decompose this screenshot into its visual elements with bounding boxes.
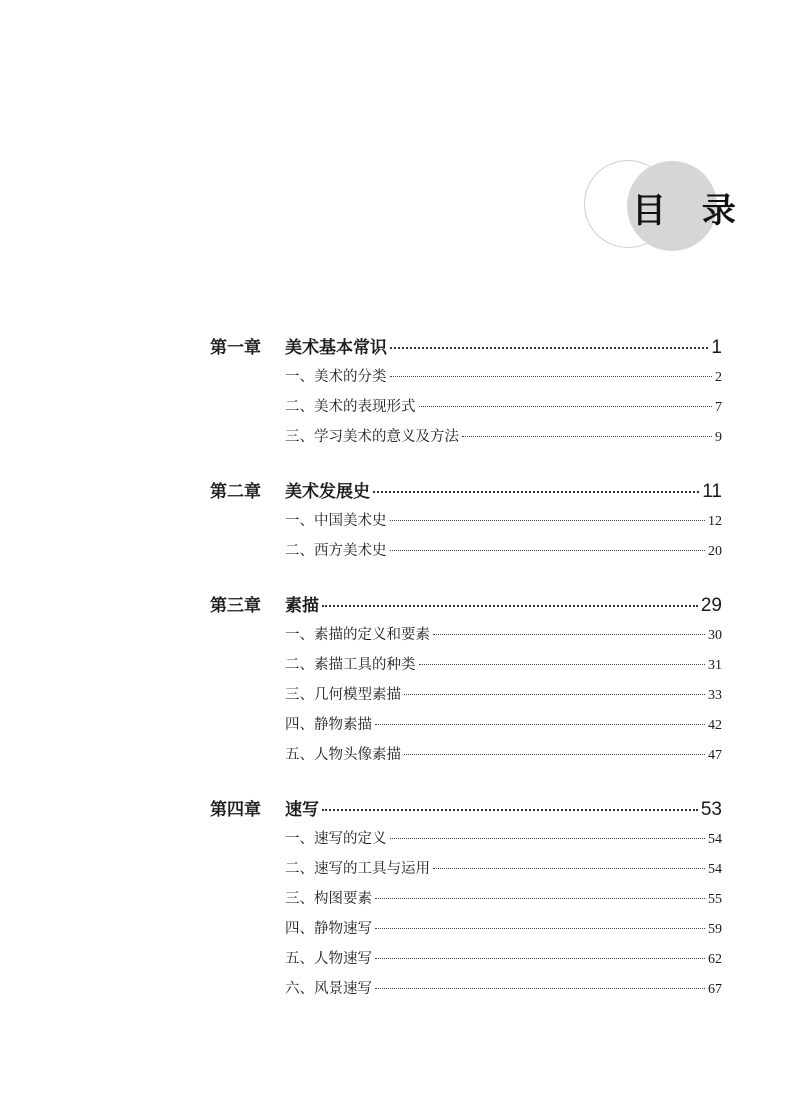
chapter-title: 美术发展史: [285, 482, 370, 502]
section-title: 二、西方美术史: [285, 543, 387, 559]
section-entry[interactable]: [285, 365, 722, 395]
section-page-number: 62: [708, 952, 722, 967]
dot-leader: [404, 694, 705, 695]
dot-leader: [390, 347, 708, 349]
section-entry[interactable]: [285, 653, 722, 683]
section-entry[interactable]: [285, 683, 722, 713]
chapter-entry[interactable]: [210, 795, 722, 827]
chapter-page-number: 1: [711, 337, 722, 358]
section-entry[interactable]: [285, 917, 722, 947]
section-entry[interactable]: [285, 857, 722, 887]
section-title: 一、素描的定义和要素: [285, 627, 430, 643]
section-entry[interactable]: [285, 425, 722, 455]
dot-leader: [375, 928, 705, 929]
section-page-number: 47: [708, 748, 722, 763]
dot-leader: [390, 376, 713, 377]
dot-leader: [419, 664, 706, 665]
dot-leader: [373, 491, 699, 493]
chapter-block: [210, 477, 722, 569]
section-page-number: 59: [708, 922, 722, 937]
chapter-block: [210, 591, 722, 773]
dot-leader: [322, 809, 698, 811]
section-page-number: 20: [708, 544, 722, 559]
section-page-number: 31: [708, 658, 722, 673]
section-title: 一、美术的分类: [285, 369, 387, 385]
section-page-number: 12: [708, 514, 722, 529]
dot-leader: [375, 958, 705, 959]
section-title: 三、几何模型素描: [285, 687, 401, 703]
table-of-contents: [210, 333, 722, 1029]
section-entry[interactable]: [285, 947, 722, 977]
section-page-number: 30: [708, 628, 722, 643]
section-page-number: 9: [715, 430, 722, 445]
section-page-number: 7: [715, 400, 722, 415]
section-page-number: 54: [708, 832, 722, 847]
chapter-page-number: 29: [700, 595, 722, 616]
section-page-number: 33: [708, 688, 722, 703]
dot-leader: [390, 550, 706, 551]
chapter-number: 第三章: [210, 596, 261, 616]
dot-leader: [375, 898, 705, 899]
section-page-number: 42: [708, 718, 722, 733]
chapter-number: 第四章: [210, 800, 261, 820]
section-title: 六、风景速写: [285, 981, 372, 997]
section-title: 二、速写的工具与运用: [285, 861, 430, 877]
dot-leader: [419, 406, 713, 407]
chapter-block: [210, 795, 722, 1007]
chapter-title: 速写: [285, 800, 319, 820]
section-page-number: 2: [715, 370, 722, 385]
chapter-entry[interactable]: [210, 477, 722, 509]
section-entry[interactable]: [285, 713, 722, 743]
section-title: 一、速写的定义: [285, 831, 387, 847]
section-entry[interactable]: [285, 395, 722, 425]
section-page-number: 67: [708, 982, 722, 997]
dot-leader: [322, 605, 698, 607]
section-title: 一、中国美术史: [285, 513, 387, 529]
section-entry[interactable]: [285, 623, 722, 653]
section-title: 四、静物速写: [285, 921, 372, 937]
section-entry[interactable]: [285, 509, 722, 539]
dot-leader: [462, 436, 712, 437]
section-title: 二、美术的表现形式: [285, 399, 416, 415]
dot-leader: [390, 838, 706, 839]
section-page-number: 54: [708, 862, 722, 877]
chapter-page-number: 53: [700, 799, 722, 820]
dot-leader: [433, 868, 705, 869]
section-entry[interactable]: [285, 743, 722, 773]
dot-leader: [390, 520, 706, 521]
chapter-title: 美术基本常识: [285, 338, 387, 358]
section-title: 四、静物素描: [285, 717, 372, 733]
dot-leader: [375, 988, 705, 989]
section-page-number: 55: [708, 892, 722, 907]
dot-leader: [375, 724, 705, 725]
chapter-number: 第一章: [210, 338, 261, 358]
section-title: 二、素描工具的种类: [285, 657, 416, 673]
section-title: 五、人物头像素描: [285, 747, 401, 763]
section-title: 三、学习美术的意义及方法: [285, 429, 459, 445]
section-entry[interactable]: [285, 887, 722, 917]
chapter-entry[interactable]: [210, 333, 722, 365]
section-entry[interactable]: [285, 977, 722, 1007]
page-title: 目 录: [632, 191, 748, 231]
section-entry[interactable]: [285, 827, 722, 857]
toc-title-block: [580, 155, 748, 255]
chapter-number: 第二章: [210, 482, 261, 502]
chapter-title: 素描: [285, 596, 319, 616]
dot-leader: [433, 634, 705, 635]
section-entry[interactable]: [285, 539, 722, 569]
chapter-block: [210, 333, 722, 455]
chapter-page-number: 11: [702, 481, 722, 502]
section-title: 三、构图要素: [285, 891, 372, 907]
chapter-entry[interactable]: [210, 591, 722, 623]
section-title: 五、人物速写: [285, 951, 372, 967]
dot-leader: [404, 754, 705, 755]
